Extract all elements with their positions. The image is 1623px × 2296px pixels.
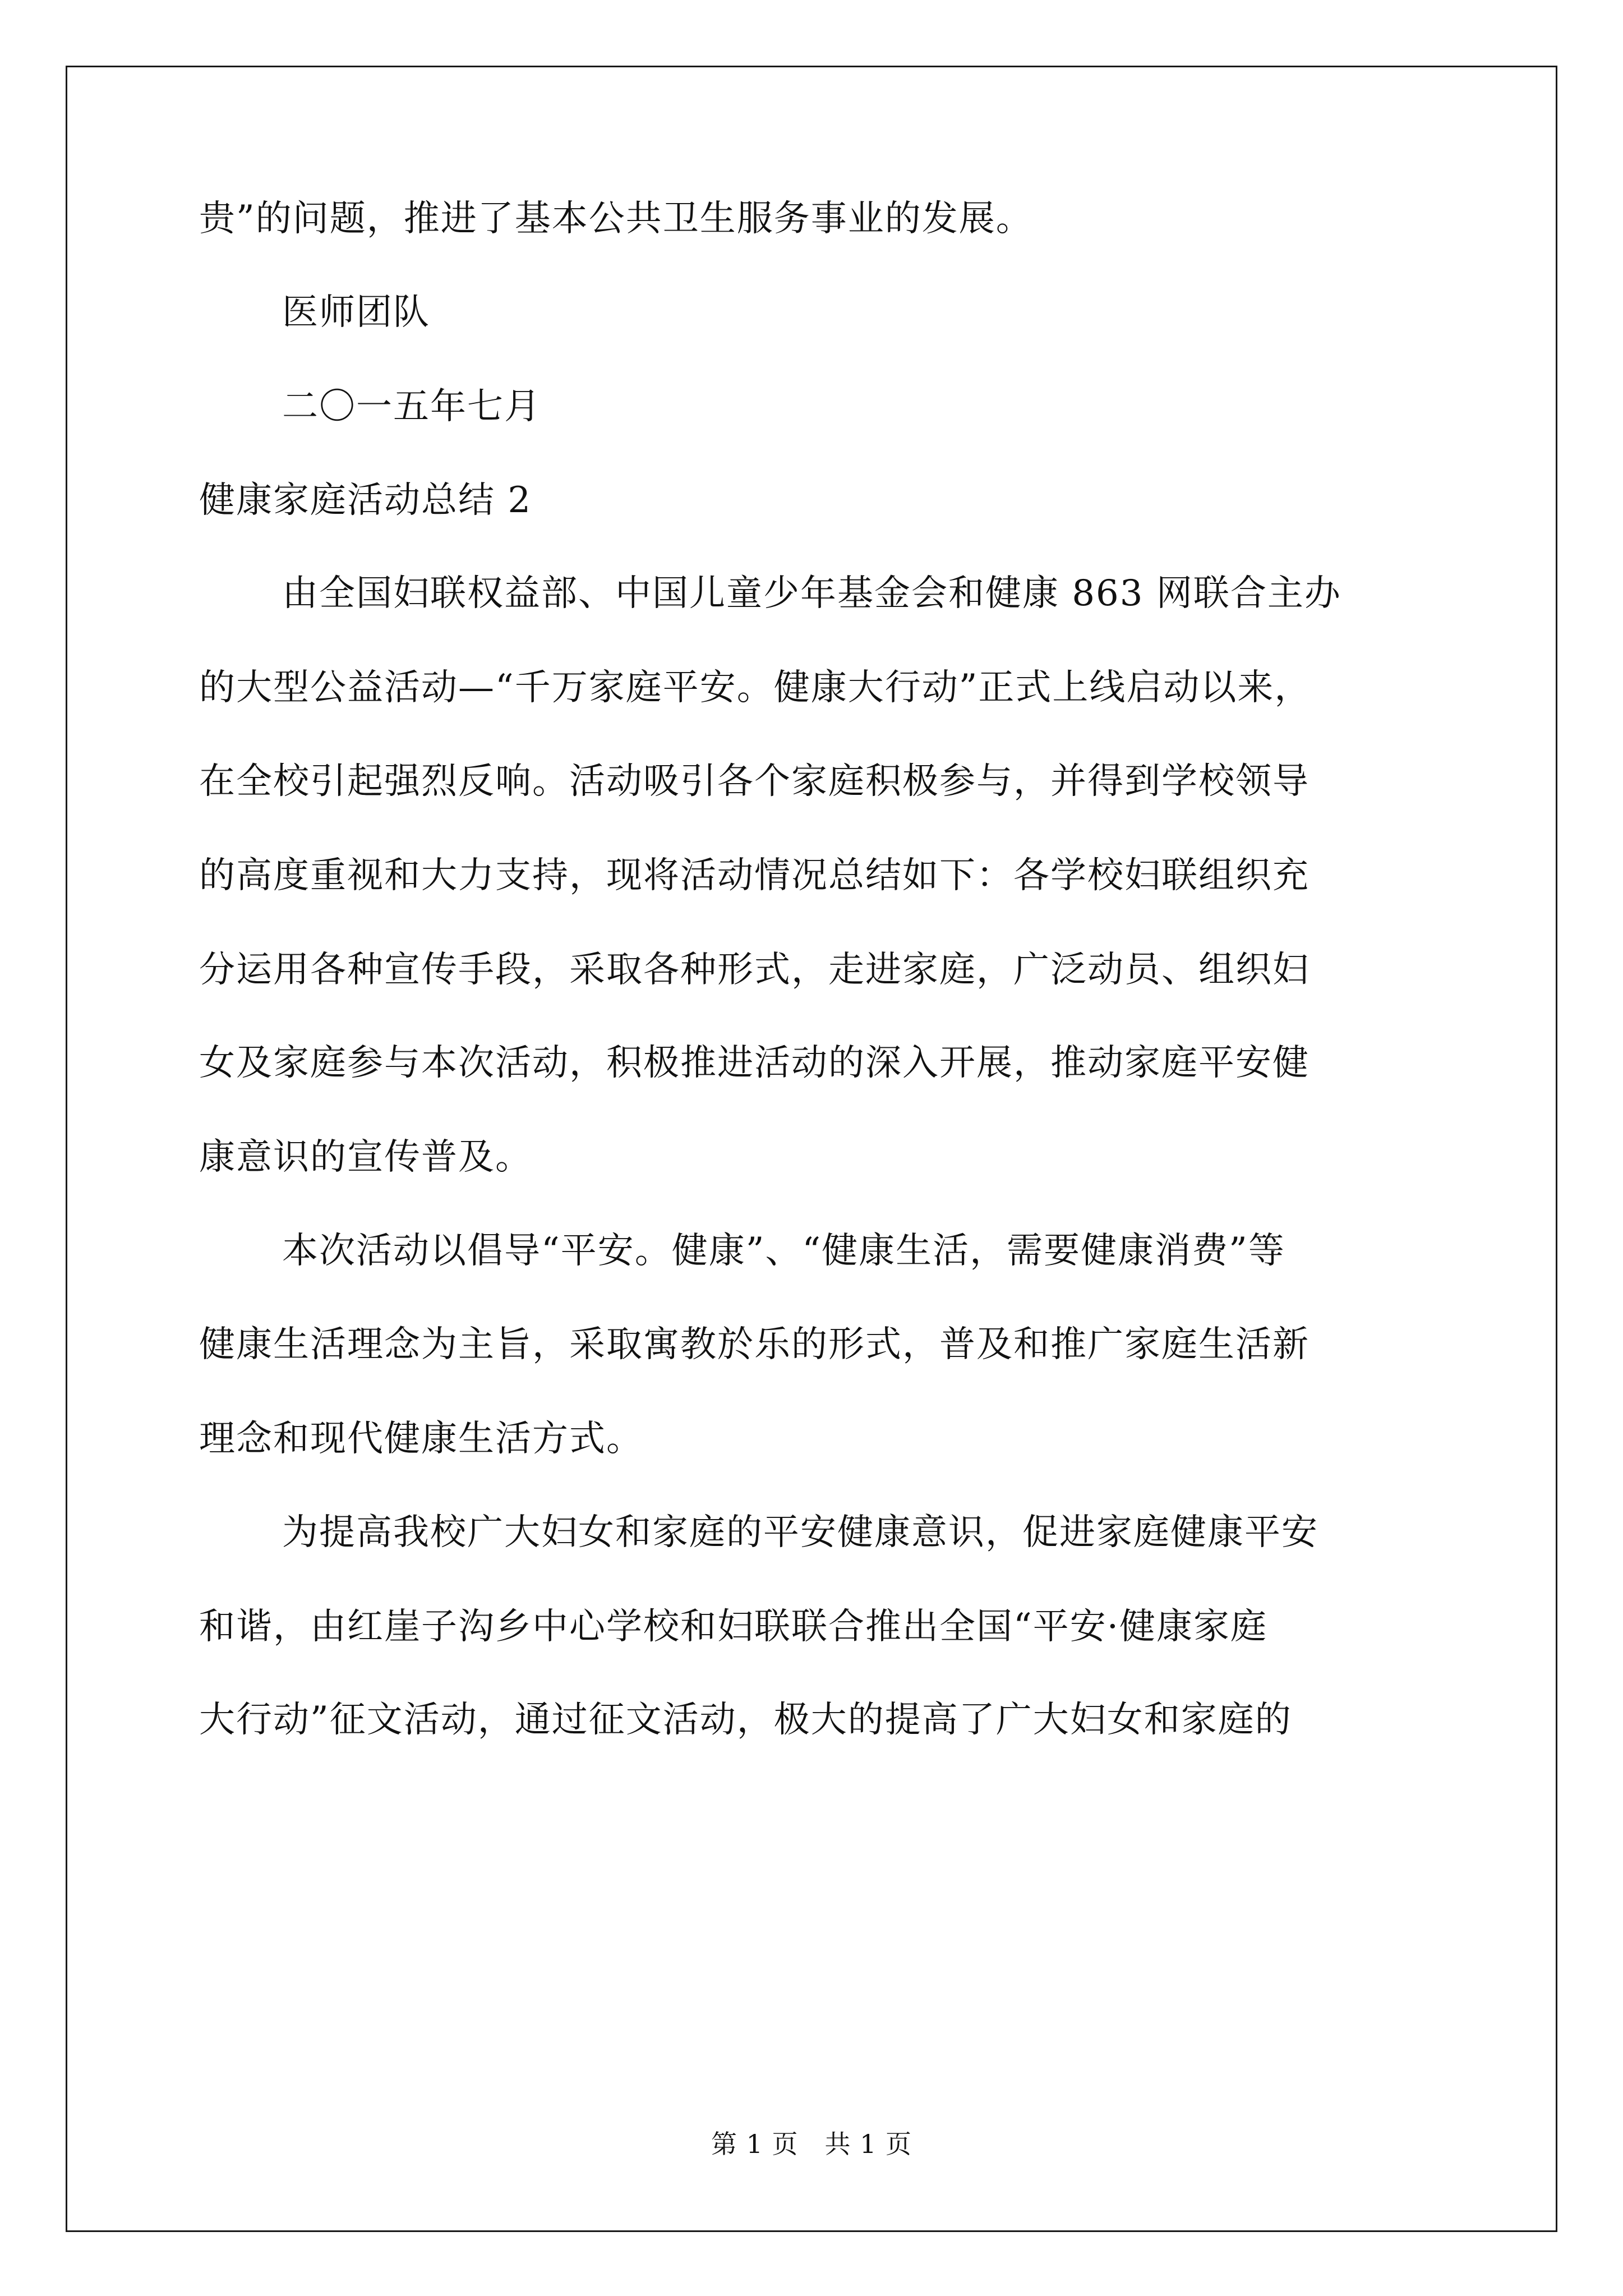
paragraph-line: 理念和现代健康生活方式。 [199, 1418, 643, 1460]
paragraph-line: 康意识的宣传普及。 [199, 1137, 532, 1178]
paragraph-line: 分运用各种宣传手段，采取各种形式，走进家庭，广泛动员、组织妇 [199, 949, 1310, 991]
paragraph-line: 由全国妇联权益部、中国儿童少年基金会和健康 863 网联合主办 [282, 573, 1341, 614]
paragraph-line: 为提高我校广大妇女和家庭的平安健康意识，促进家庭健康平安 [282, 1512, 1318, 1553]
paragraph-line: 大行动”征文活动，通过征文活动，极大的提高了广大妇女和家庭的 [199, 1699, 1292, 1741]
paragraph-line: 和谐，由红崖子沟乡中心学校和妇联联合推出全国“平安·健康家庭 [199, 1606, 1268, 1648]
paragraph-line: 女及家庭参与本次活动，积极推进活动的深入开展，推动家庭平安健 [199, 1042, 1310, 1084]
paragraph-line: 健康生活理念为主旨，采取寓教於乐的形式，普及和推广家庭生活新 [199, 1324, 1310, 1365]
paragraph-line: 本次活动以倡导“平安。健康”、“健康生活，需要健康消费”等 [282, 1230, 1285, 1272]
paragraph-line: 的大型公益活动—“千万家庭平安。健康大行动”正式上线启动以来， [199, 667, 1312, 708]
paragraph-line: 在全校引起强烈反响。活动吸引各个家庭积极参与，并得到学校领导 [199, 761, 1310, 802]
section-title: 健康家庭活动总结 2 [199, 480, 532, 521]
date-line: 二〇一五年七月 [282, 386, 541, 427]
signature-line: 医师团队 [282, 292, 430, 333]
page-footer: 第 1 页 共 1 页 [711, 2129, 912, 2159]
paragraph-line: 的高度重视和大力支持，现将活动情况总结如下：各学校妇联组织充 [199, 855, 1310, 896]
paragraph-line: 贵”的问题，推进了基本公共卫生服务事业的发展。 [199, 198, 1033, 240]
